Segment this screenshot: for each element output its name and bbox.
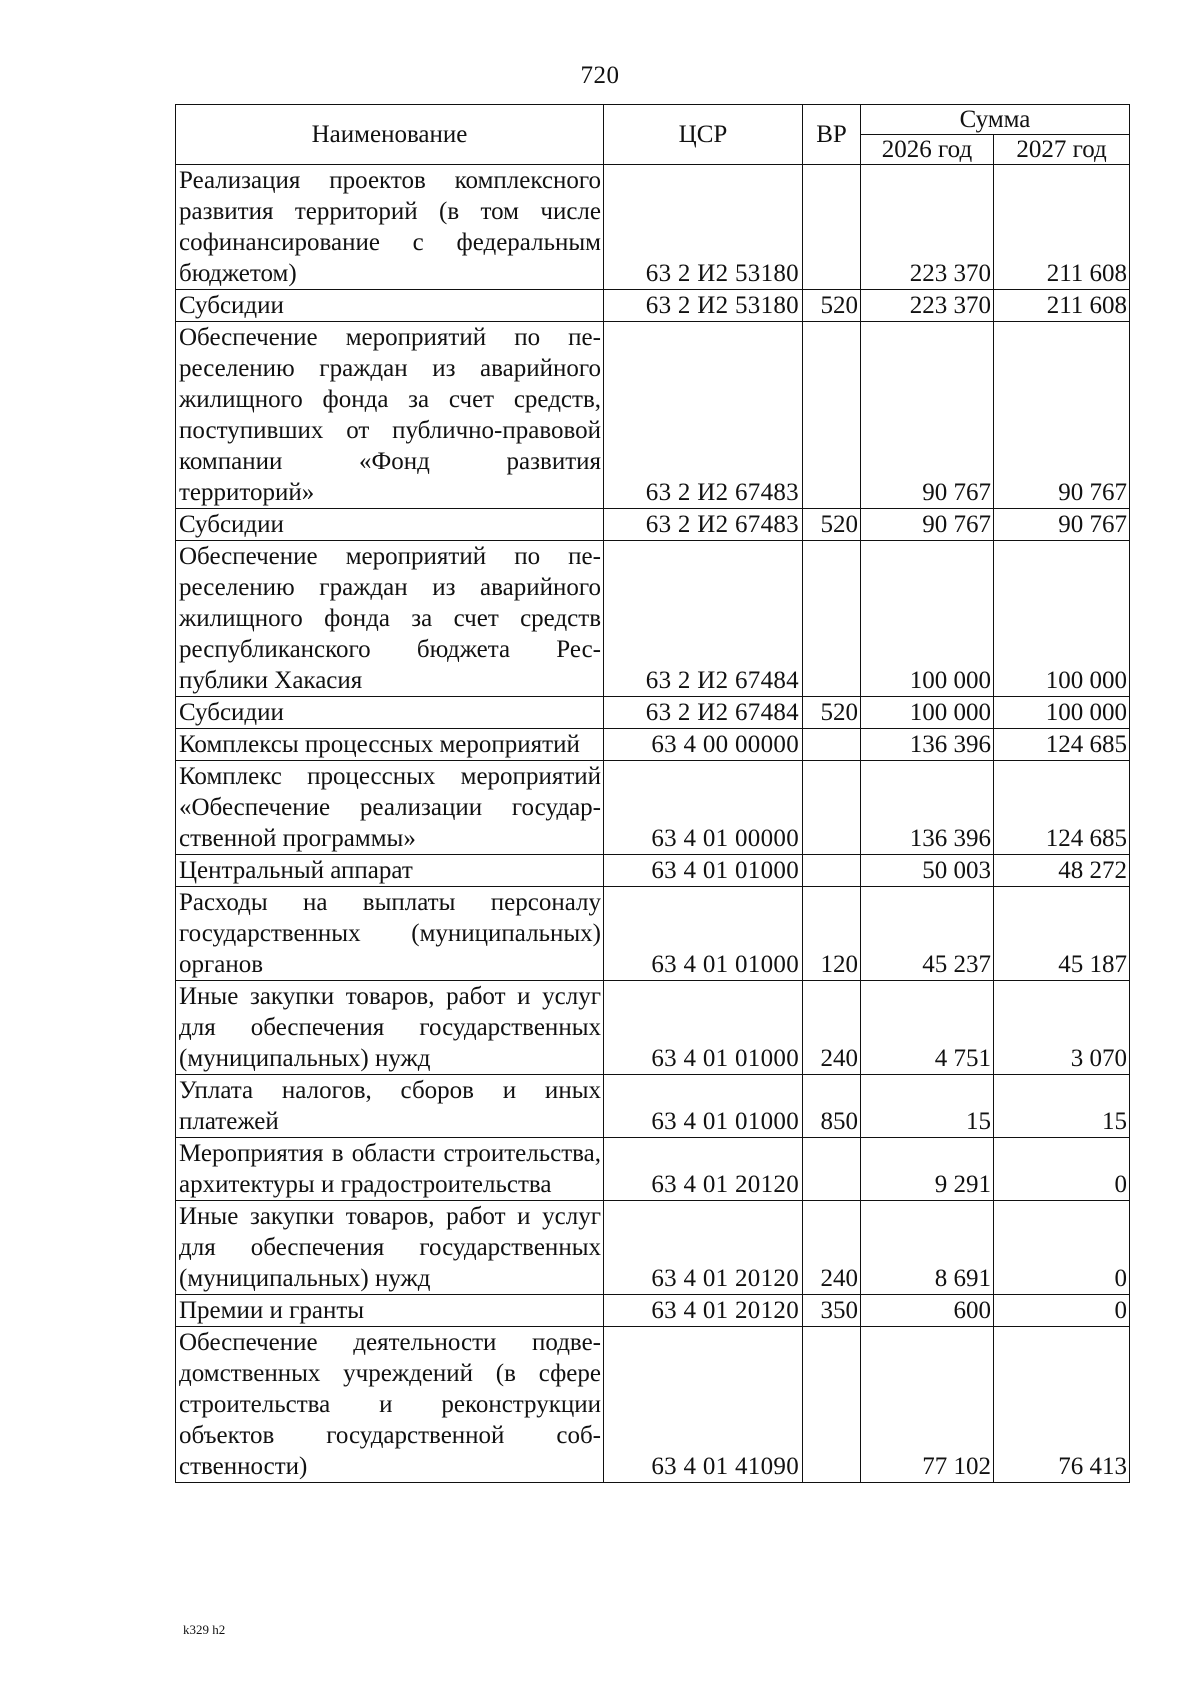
row-csr: 63 2 И2 53180 [604, 165, 803, 290]
row-name: Реализация проектов комплексного развития территорий (в том числе софинансирование с федеральным бюджетом) [176, 165, 604, 290]
row-amount-2026: 50 003 [861, 855, 994, 887]
page-number: 720 [580, 62, 620, 89]
row-amount-2026: 90 767 [861, 509, 994, 541]
row-name: Расходы на выплаты персоналу государственных (муниципальных) органов [176, 887, 604, 981]
row-vr: 240 [803, 981, 861, 1075]
table-row [176, 322, 1130, 509]
row-name: Иные закупки товаров, работ и услуг для обеспечения государственных (муниципальных) нужд [176, 1201, 604, 1295]
row-vr [803, 541, 861, 697]
row-amount-2026: 136 396 [861, 761, 994, 855]
row-vr [803, 165, 861, 290]
row-amount-2026: 45 237 [861, 887, 994, 981]
row-amount-2026: 8 691 [861, 1201, 994, 1295]
row-amount-2026: 100 000 [861, 697, 994, 729]
table-row [176, 761, 1130, 855]
row-amount-2027: 15 [994, 1075, 1130, 1138]
row-amount-2026: 15 [861, 1075, 994, 1138]
row-amount-2026: 90 767 [861, 322, 994, 509]
table-header [176, 105, 1130, 165]
row-name: Обеспечение мероприятий по переселению граждан из аварийного жилищного фонда за счет средств, поступивших от публично-правовой компании «Фонд развития территорий» [176, 322, 604, 509]
row-amount-2027: 45 187 [994, 887, 1130, 981]
row-amount-2027: 48 272 [994, 855, 1130, 887]
table-row [176, 1327, 1130, 1483]
table-row [176, 729, 1130, 761]
table-row [176, 1295, 1130, 1327]
row-csr: 63 4 01 01000 [604, 1075, 803, 1138]
row-csr: 63 4 00 00000 [604, 729, 803, 761]
row-name: Уплата налогов, сборов и иных платежей [176, 1075, 604, 1138]
table-row [176, 290, 1130, 322]
row-amount-2027: 211 608 [994, 165, 1130, 290]
row-csr: 63 2 И2 67484 [604, 541, 803, 697]
header-year-2026: 2026 год [861, 135, 994, 165]
table-row [176, 1075, 1130, 1138]
header-sum: Сумма [861, 105, 1130, 135]
row-name: Комплексы процессных мероприятий [176, 729, 604, 761]
row-amount-2027: 124 685 [994, 761, 1130, 855]
row-name: Комплекс процессных мероприятий «Обеспечение реализации государственной программы» [176, 761, 604, 855]
budget-table [175, 104, 1130, 1483]
table-row [176, 1138, 1130, 1201]
row-amount-2027: 0 [994, 1295, 1130, 1327]
row-name: Обеспечение деятельности подведомственных учреждений (в сфере строительства и реконструкции объектов государственной собственности) [176, 1327, 604, 1483]
table-row [176, 855, 1130, 887]
row-name: Иные закупки товаров, работ и услуг для обеспечения государственных (муниципальных) нужд [176, 981, 604, 1075]
row-amount-2026: 77 102 [861, 1327, 994, 1483]
header-vr: ВР [803, 105, 861, 165]
row-vr: 850 [803, 1075, 861, 1138]
row-amount-2026: 600 [861, 1295, 994, 1327]
row-csr: 63 2 И2 67483 [604, 509, 803, 541]
table-row [176, 509, 1130, 541]
row-vr: 240 [803, 1201, 861, 1295]
row-vr [803, 729, 861, 761]
row-vr [803, 322, 861, 509]
row-csr: 63 4 01 20120 [604, 1138, 803, 1201]
row-amount-2027: 76 413 [994, 1327, 1130, 1483]
row-amount-2027: 124 685 [994, 729, 1130, 761]
row-amount-2026: 9 291 [861, 1138, 994, 1201]
row-amount-2026: 100 000 [861, 541, 994, 697]
row-amount-2027: 90 767 [994, 509, 1130, 541]
row-vr [803, 761, 861, 855]
row-vr [803, 855, 861, 887]
row-amount-2027: 0 [994, 1138, 1130, 1201]
table-row [176, 887, 1130, 981]
table-row [176, 1201, 1130, 1295]
row-csr: 63 4 01 01000 [604, 981, 803, 1075]
table-row [176, 697, 1130, 729]
row-amount-2026: 4 751 [861, 981, 994, 1075]
row-name: Центральный аппарат [176, 855, 604, 887]
row-vr: 520 [803, 697, 861, 729]
row-csr: 63 4 01 01000 [604, 887, 803, 981]
row-name: Субсидии [176, 290, 604, 322]
row-csr: 63 2 И2 67484 [604, 697, 803, 729]
row-amount-2027: 211 608 [994, 290, 1130, 322]
row-csr: 63 4 01 00000 [604, 761, 803, 855]
row-name: Обеспечение мероприятий по переселению граждан из аварийного жилищного фонда за счет средств республиканского бюджета Республики Хакасия [176, 541, 604, 697]
row-amount-2027: 0 [994, 1201, 1130, 1295]
row-name: Мероприятия в области строительства, архитектуры и градостроительства [176, 1138, 604, 1201]
row-vr [803, 1327, 861, 1483]
row-vr: 350 [803, 1295, 861, 1327]
row-csr: 63 4 01 01000 [604, 855, 803, 887]
row-csr: 63 2 И2 53180 [604, 290, 803, 322]
row-amount-2026: 223 370 [861, 290, 994, 322]
row-csr: 63 2 И2 67483 [604, 322, 803, 509]
row-amount-2027: 100 000 [994, 697, 1130, 729]
row-vr: 120 [803, 887, 861, 981]
row-vr: 520 [803, 509, 861, 541]
header-name: Наименование [176, 105, 604, 165]
row-vr [803, 1138, 861, 1201]
row-name: Премии и гранты [176, 1295, 604, 1327]
row-vr: 520 [803, 290, 861, 322]
row-csr: 63 4 01 20120 [604, 1295, 803, 1327]
row-amount-2026: 223 370 [861, 165, 994, 290]
row-csr: 63 4 01 20120 [604, 1201, 803, 1295]
table-row [176, 165, 1130, 290]
row-amount-2027: 90 767 [994, 322, 1130, 509]
header-csr: ЦСР [604, 105, 803, 165]
document-code: k329 h2 [183, 1622, 226, 1637]
row-amount-2026: 136 396 [861, 729, 994, 761]
row-name: Субсидии [176, 697, 604, 729]
table-row [176, 541, 1130, 697]
table-row [176, 981, 1130, 1075]
header-year-2027: 2027 год [994, 135, 1130, 165]
row-amount-2027: 100 000 [994, 541, 1130, 697]
row-amount-2027: 3 070 [994, 981, 1130, 1075]
row-csr: 63 4 01 41090 [604, 1327, 803, 1483]
row-name: Субсидии [176, 509, 604, 541]
table-body [176, 165, 1130, 1483]
